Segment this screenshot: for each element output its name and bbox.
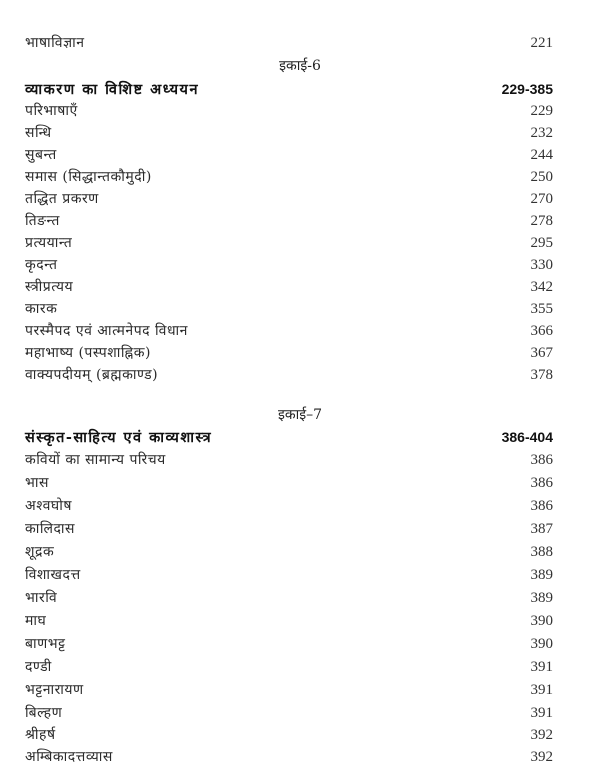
entry-page: 295: [530, 235, 553, 251]
entry-page: 270: [530, 191, 553, 207]
entry-title: कृदन्त: [25, 257, 58, 273]
entry-title: भट्टनारायण: [25, 682, 84, 698]
unit-title: इकाई-6: [279, 58, 321, 74]
entry-page: 221: [530, 35, 553, 51]
toc-entry: [25, 702, 553, 724]
entry-title: प्रत्ययान्त: [25, 235, 73, 251]
toc-entry: [25, 724, 553, 746]
chapter-pages: 386-404: [501, 429, 553, 445]
entry-title: कवियों का सामान्य परिचय: [25, 452, 166, 468]
entry-page: 229: [530, 103, 553, 119]
toc-entry: [25, 188, 553, 210]
entry-page: 391: [530, 705, 553, 721]
entry-page: 389: [530, 567, 553, 583]
entry-page: 278: [530, 213, 553, 229]
toc-entry: [25, 495, 553, 517]
entry-page: 389: [530, 590, 553, 606]
toc-entry: [25, 342, 553, 364]
entry-title: परिभाषाएँ: [25, 103, 78, 119]
toc-entry: [25, 144, 553, 166]
toc-entry: [25, 320, 553, 342]
entry-page: 367: [530, 345, 553, 361]
entry-title: माघ: [25, 613, 47, 629]
entry-title: कालिदास: [25, 521, 76, 537]
toc-entry: [25, 472, 553, 494]
entry-page: 250: [530, 169, 553, 185]
entry-title: वाक्यपदीयम् (ब्रह्मकाण्ड): [25, 367, 159, 383]
entry-page: 392: [530, 727, 553, 743]
toc-entry: [25, 364, 553, 386]
entry-title: दण्डी: [25, 659, 52, 675]
chapter-heading: [25, 78, 553, 100]
toc-entry: [25, 166, 553, 188]
chapter-title: संस्कृत-साहित्य एवं काव्यशास्त्र: [25, 429, 213, 446]
entry-page: 390: [530, 613, 553, 629]
entry-title: भारवि: [25, 590, 58, 606]
entry-title: समास (सिद्धान्तकौमुदी): [25, 169, 152, 185]
entry-title: तद्धित प्रकरण: [25, 191, 99, 207]
entry-page: 232: [530, 125, 553, 141]
unit-title: इकाई–7: [277, 407, 323, 423]
entry-title: बिल्हण: [25, 705, 63, 721]
entry-title: महाभाष्य (पस्पशाह्निक): [25, 345, 151, 361]
entry-title: शूद्रक: [25, 544, 55, 560]
entry-title: कारक: [25, 301, 58, 317]
entry-page: 342: [530, 279, 553, 295]
toc-entry: [25, 122, 553, 144]
toc-entry: [25, 210, 553, 232]
entry-page: 378: [530, 367, 553, 383]
entry-page: 391: [530, 659, 553, 675]
toc-entry: [25, 656, 553, 678]
entry-page: 330: [530, 257, 553, 273]
entry-title: परस्मैपद एवं आत्मनेपद विधान: [25, 323, 188, 339]
entry-page: 392: [530, 749, 553, 765]
entry-page: 244: [530, 147, 553, 163]
entry-title: सुबन्त: [25, 147, 57, 163]
toc-entry: [25, 564, 553, 586]
toc-entry: [25, 298, 553, 320]
entry-page: 355: [530, 301, 553, 317]
entry-title: भाषाविज्ञान: [25, 35, 85, 51]
chapter-pages: 229-385: [501, 81, 553, 97]
entry-page: 388: [530, 544, 553, 560]
toc-entry: [25, 610, 553, 632]
entry-title: अम्बिकादत्तव्यास: [25, 749, 113, 765]
toc-entry: [25, 518, 553, 540]
entry-title: भास: [25, 475, 49, 491]
entry-title: श्रीहर्ष: [25, 727, 56, 743]
entry-page: 386: [530, 475, 553, 491]
entry-title: बाणभट्ट: [25, 636, 66, 652]
entry-page: 386: [530, 452, 553, 468]
entry-title: तिङन्त: [25, 213, 60, 229]
toc-entry: [25, 746, 553, 768]
toc-entry: [25, 254, 553, 276]
chapter-title: व्याकरण का विशिष्ट अध्ययन: [25, 81, 200, 98]
entry-page: 391: [530, 682, 553, 698]
toc-entry: [25, 541, 553, 563]
chapter-heading: [25, 426, 553, 448]
toc-entry: [25, 633, 553, 655]
toc-entry: [25, 32, 553, 54]
entry-title: स्त्रीप्रत्यय: [25, 279, 74, 295]
toc-entry: [25, 276, 553, 298]
entry-title: विशाखदत्त: [25, 567, 81, 583]
entry-page: 386: [530, 498, 553, 514]
toc-entry: [25, 587, 553, 609]
entry-title: सन्धि: [25, 125, 52, 141]
toc-entry: [25, 679, 553, 701]
entry-page: 390: [530, 636, 553, 652]
entry-page: 366: [530, 323, 553, 339]
entry-page: 387: [530, 521, 553, 537]
toc-entry: [25, 232, 553, 254]
entry-title: अश्वघोष: [25, 498, 72, 514]
toc-entry: [25, 100, 553, 122]
toc-entry: [25, 449, 553, 471]
